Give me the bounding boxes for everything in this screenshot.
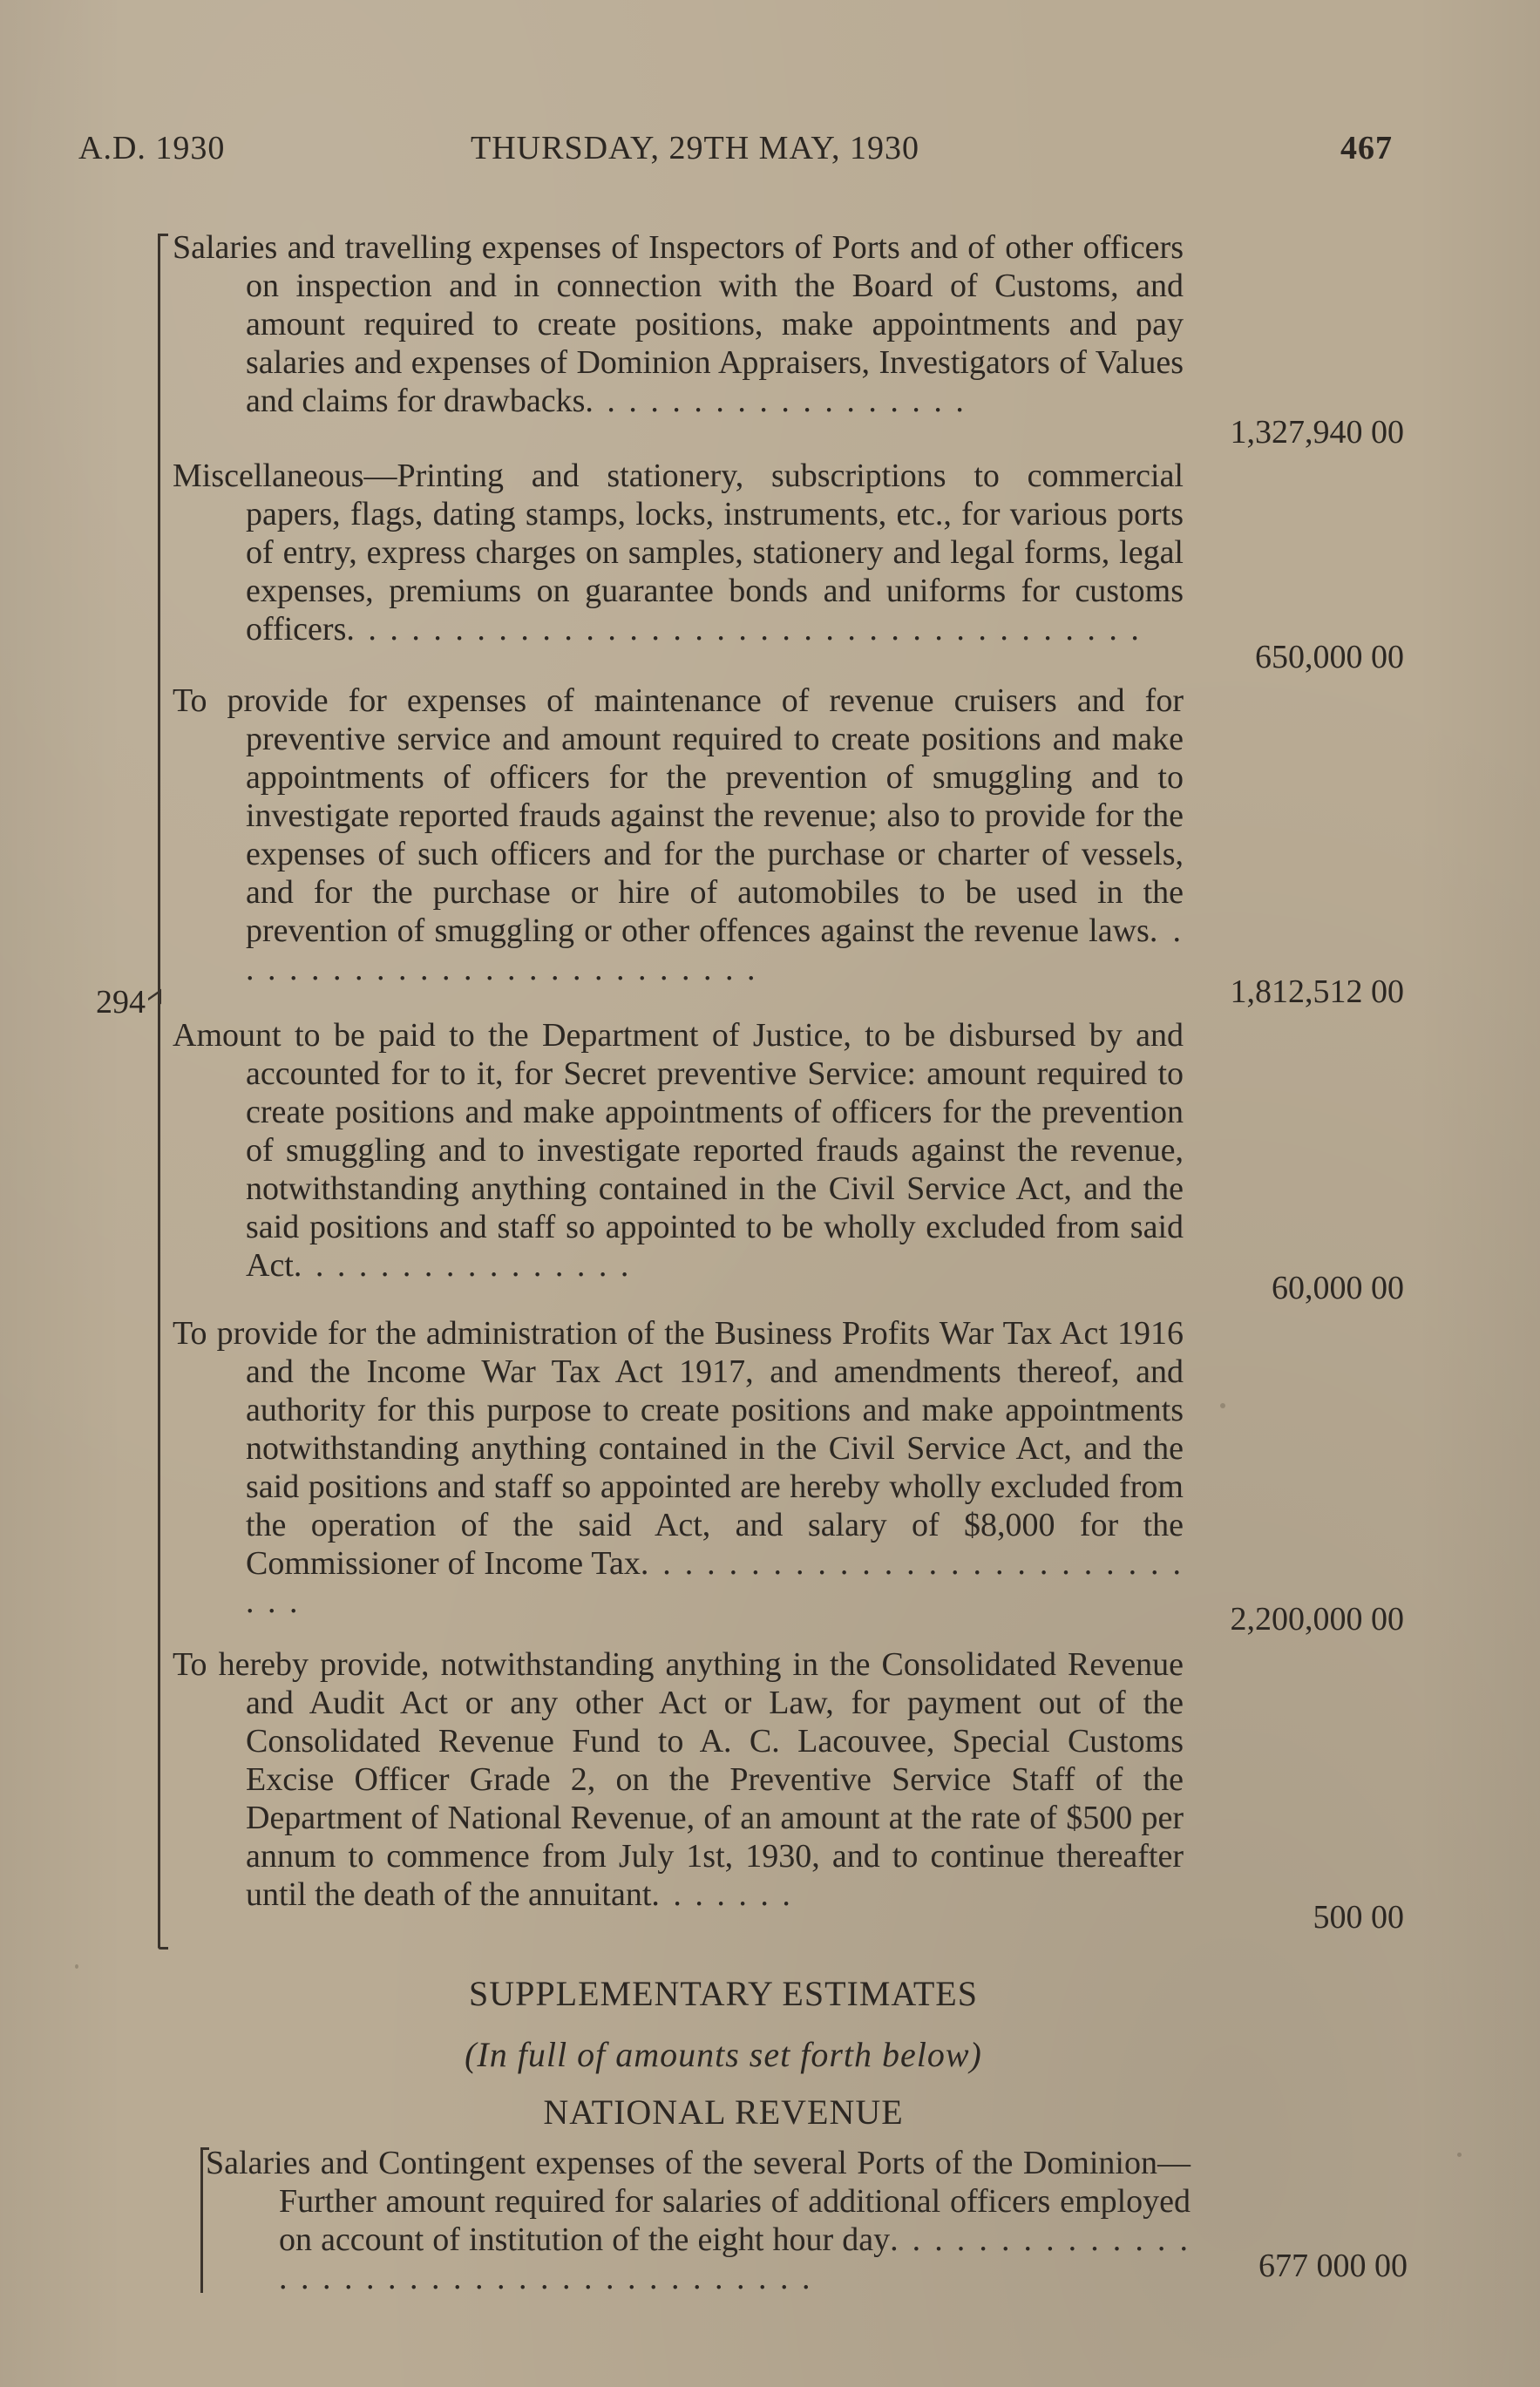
section-subheading: (In full of amounts set forth below) <box>465 2035 982 2074</box>
section-heading: SUPPLEMENTARY ESTIMATES <box>469 1974 978 2013</box>
header-date: THURSDAY, 29TH MAY, 1930 <box>471 130 919 166</box>
estimate-entry <box>173 228 1184 420</box>
supplementary-brace <box>200 2149 203 2293</box>
dot-leader: . . . . . . . . . . . . . . . . . . . . . . . . . . . . . . . . . . . . . <box>346 611 1142 648</box>
entry-description: Amount to be paid to the Department of Justice, to be disbursed by and accounted for to it, for Secret preventive Service: amount required to create positions and make appointments of officers for the prevention of smuggling and to investigate reported frauds against the revenue, notwithstanding anything contained in the Civil Service Act, and the said positions and staff so appointed to be wholly excluded from said Act <box>173 1017 1184 1284</box>
dot-leader: . . . . . . . . . . . . . . . . <box>293 1247 632 1284</box>
estimate-entry <box>173 682 1184 988</box>
entry-description: Miscellaneous—Printing and stationery, subscriptions to commercial papers, flags, dating stamps, locks, instruments, etc., for various ports of entry, express charges on samples, stationery and legal forms, legal expenses, premiums on guarantee bonds and uniforms for customs officers <box>173 458 1184 648</box>
paper-speck <box>75 1964 78 1969</box>
entry-amount: 500 00 <box>1313 1899 1404 1936</box>
estimate-entry <box>173 457 1184 648</box>
entry-description: To hereby provide, notwithstanding anything in the Consolidated Revenue and Audit Act or any other Act or Law, for payment out of the Consolidated Revenue Fund to A. C. Lacouvee, Special Customs Excise Officer Grade 2, on the Preventive Service Staff of the Department of National Revenue, of an amount at the rate of $500 per annum to commence from July 1st, 1930, and to continue thereafter until the death of the annuitant <box>173 1646 1184 1913</box>
estimate-entry <box>173 1645 1184 1914</box>
dot-leader: . . . . . . . . . . . . . . . . . . <box>585 383 967 419</box>
entry-amount: 677 000 00 <box>1258 2248 1408 2284</box>
entry-description: To provide for expenses of maintenance of revenue cruisers and for preventive service and amount required to create positions and make appointments of officers for the prevention of smuggling and to investigate reported frauds against the revenue; also to provide for the expenses of such officers and for the purchase or charter of vessels, and for the purchase or hire of automobiles to be used in the prevention of smuggling or other offences against the revenue laws <box>173 682 1184 949</box>
dot-leader: . . . . . . . . . . . . . . . . . . . . . . . . . . <box>246 912 1184 987</box>
entry-amount: 2,200,000 00 <box>1230 1601 1404 1638</box>
dot-leader: . . . . . . . . . . . . . . . . . . . . . . . . . . . . <box>246 1545 1184 1620</box>
department-heading: NATIONAL REVENUE <box>543 2092 904 2132</box>
entry-amount: 650,000 00 <box>1255 639 1404 675</box>
dot-leader: . . . . . . . <box>651 1876 793 1913</box>
entry-description: Salaries and travelling expenses of Inspectors of Ports and of other officers on inspection and in connection with the Board of Customs, and amount required to create positions, make appointments and pay salaries and expenses of Dominion Appraisers, Investigators of Values and claims for drawbacks <box>173 229 1184 419</box>
entry-amount: 60,000 00 <box>1272 1270 1404 1306</box>
paper-speck <box>1457 2153 1462 2157</box>
header-year: A.D. 1930 <box>78 130 226 166</box>
entry-amount: 1,327,940 00 <box>1230 414 1404 451</box>
estimate-entry <box>173 1314 1184 1621</box>
paper-speck <box>1220 1403 1225 1408</box>
vote-brace <box>158 235 160 1948</box>
brace-bottom <box>158 1947 168 1950</box>
supplementary-entry <box>206 2144 1191 2297</box>
entry-description: Salaries and Contingent expenses of the several Ports of the Dominion—Further amount required for salaries of additional officers employed on account of institution of the eight hour day <box>206 2145 1191 2258</box>
dot-leader: . . . . . . . . . . . . . . . . . . . . . . . . . . . . . . . . . . . . . . . <box>279 2221 1191 2296</box>
entry-description: To provide for the administration of the Business Profits War Tax Act 1916 and the Income War Tax Act 1917, and amendments thereof, and authority for this purpose to create positions and make appointments notwithstanding anything contained in the Civil Service Act, and the said positions and staff so appointed are hereby wholly excluded from the operation of the said Act, and salary of $8,000 for the Commissioner of Income Tax <box>173 1315 1184 1582</box>
vote-number: 294 <box>96 984 146 1021</box>
page-number: 467 <box>1340 130 1393 166</box>
entry-amount: 1,812,512 00 <box>1230 973 1404 1010</box>
estimate-entry <box>173 1016 1184 1285</box>
